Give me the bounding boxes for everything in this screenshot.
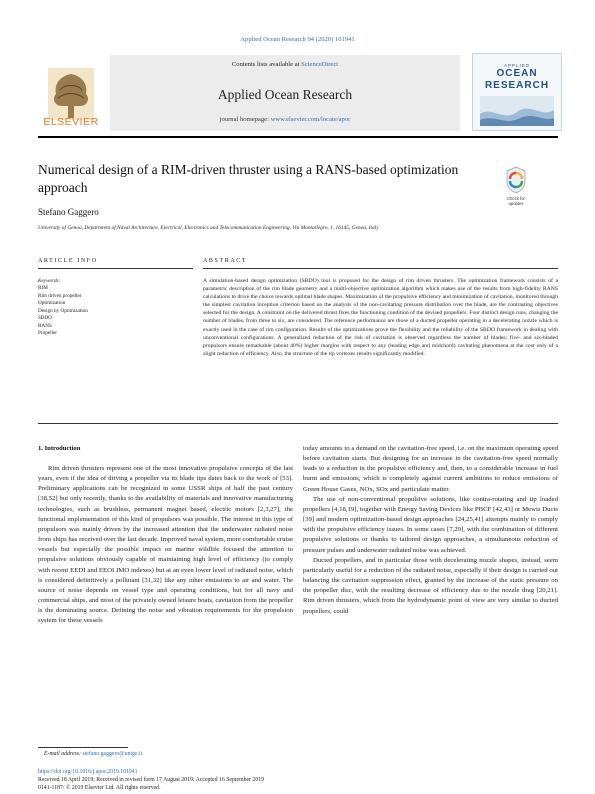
email-label: E-mail address: [44, 751, 83, 757]
section-heading-introduction: 1. Introduction [38, 445, 81, 452]
homepage-line [110, 116, 460, 123]
check-for-updates-icon[interactable] [503, 165, 529, 195]
cover-title-line-1: APPLIED [503, 63, 530, 68]
author-affiliation: University of Genoa, Department of Naval Architecture, Electrical, Electronics and Telecommunication Engineering, Via Montallegro, 1, 16145, Genoa, Italy [38, 225, 379, 231]
abstract-text: A simulation-based design optimization (SBDO) tool is proposed for the design of rim driven thrusters. The optimization framework consists of a parametric description of the rim blade geometry and a multi-objective optimization algorithm which makes use of the results from high-fidelity RANS calculations to drive the choice towards optimal blade shapes. Maximization of the propulsive efficiency and minimization of cavitation, monitored through the simplest cavitation inception criterion based on the analysis of the non-cavitating pressure distribution over the blade, are the contrasting objectives selected for the design. A constraint on the delivered thrust fixes the functioning condition of the devised propellers. Four distinct design runs, changing the number of blades, from three to six, are considered. The reference performance are those of a ducted propeller operating in a decelerating nozzle which is exactly used in the case of rim configuration. Results of the optimizations prove the flexibility and the reliability of the SBDO framework in dealing with unconventional configurations. A generalized reduction of the risk of cavitation is observed regardless the number of blades; five- and six-bladed propulsors ensure remarkable (about 40%) higher margins with respect to any (leading edge and midchord) cavitating phenomena at the cost only of a slight reduction of efficiency. Also, the structure of the tip vortexes results significantly modified. [203, 278, 558, 357]
keyword-item: SBDO [38, 315, 52, 321]
elsevier-wordmark: ELSEVIER [43, 116, 99, 128]
journal-reference[interactable]: Applied Ocean Research 94 (2020) 101941 [240, 36, 355, 43]
homepage-prefix: journal homepage: [219, 116, 271, 123]
keyword-item: Optimization [38, 300, 66, 306]
keyword-item: Design by Optimization [38, 307, 88, 314]
abstract-bottom-rule [38, 423, 558, 424]
contents-line [110, 61, 460, 68]
received-dates: Received 18 April 2019; Received in revised form 17 August 2019; Accepted 16 September 2019 [38, 777, 265, 783]
body-paragraph: Rim driven thrusters represent one of the most innovative propulsive concepts of the last years, even if the idea of driving a propeller via its blade tips dates back to the work of [53]. Preliminary applications can be recognized in some USSR ships of half the past century [38,52] but only recently, thanks to the availability of materials and innovative manufacturing technologies, such as brushless, permanent magnet based, electric motors [2,3,27], the functional implementation of this kind of propulsors was possible. The interest in this type of propulsors was mainly driven by the increased attention that the underwater radiated noise from ships has received over the last decade. Improved naval system, more comfortable cruise vessels but especially the possible impact on marine wildlife focused the attention to propulsive solutions obviously capable of maintaining high level of efficiency (to comply with recent EEDI and EEOI IMO indexes) but at an even lower level of radiated noise, which is considered definitively a pollutant [31,32] like any other emissions to air and water. The source of noise depends on vessel type and operating conditions, but for all navy and commercial ships, and most of the privately owned leisure boats, cavitation from the propeller is the dominating source. Defining the noise and vibration requirements for the propulsion system for these vessels [38, 465, 293, 625]
check-for-updates-label[interactable] [498, 196, 534, 206]
email-footnote [44, 751, 142, 757]
badge-line-1: Check for [507, 196, 525, 201]
body-paragraph: today amounts to a demand on the cavitation-free speed, i.e. on the maximum operating speed before cavitation starts. But designing for an increase in the cavitation-free speed normally leads to a reduction in the propulsive efficiency and, then, to a considerable increase in fuel burnt and emissions, which is completely against current ambitions to reduce emissions of Green House Gases, NOx, SOx and particulate matter. [303, 445, 558, 493]
homepage-link[interactable]: www.elsevier.com/locate/apor [270, 116, 351, 123]
footnote-rule [38, 747, 128, 748]
header-divider [38, 136, 558, 138]
email-link[interactable]: stefano.gaggero@unige.it [82, 751, 143, 757]
sciencedirect-link[interactable]: ScienceDirect [301, 61, 339, 68]
article-title: Numerical design of a RIM-driven thruster using a RANS-based optimization approach [38, 162, 459, 195]
keywords-list [38, 285, 88, 338]
doi-link[interactable]: https://doi.org/10.1016/j.apor.2019.101941 [38, 769, 138, 775]
badge-line-2: updates [508, 201, 524, 206]
cover-title-line-2: OCEAN [496, 68, 538, 79]
cover-wave-graphic-icon [480, 96, 554, 126]
article-info-rule [38, 268, 193, 269]
keyword-item: Rim driven propeller [38, 292, 82, 299]
body-left-column [38, 464, 293, 627]
body-paragraph: The use of non-conventional propulsive solutions, like contra-rotating and tip loaded propellers [4,18,19], together with Energy Saving Devices like PBCF [42,43] or Mewis Ducts [39] and modern optimization-based design approaches [24,25,41] attempts mainly to comply with the propulsive efficiency issues. In some cases [7,29], with the combination of different propulsive solutions or thanks to tailored design approaches, a simultaneous reduction of pressure pulses and underwater radiated noise was achieved. [303, 495, 558, 554]
journal-title: Applied Ocean Research [217, 87, 353, 102]
abstract-heading: ABSTRACT [203, 258, 248, 264]
abstract-rule [203, 268, 558, 269]
article-info-heading: ARTICLE INFO [38, 258, 98, 264]
keyword-item: RIM [38, 285, 48, 291]
body-paragraph: Ducted propellers, and in particular those with decelerating nozzle shapes, instead, seem particularly useful for a reduction of the radiated noise, especially if their design is carried out balancing the cavitation suppression effect, granted by the increase of the static pressure on the propeller disc, with the resulting decrease of efficiency due to the nozzle drag [20,21]. Rim driven thrusters, which from the hydrodynamic point of view are very similar to ducted propellers, could [303, 556, 558, 615]
copyright-notice: 0141-1187/ © 2019 Elsevier Ltd. All rights reserved. [38, 785, 161, 791]
cover-title-line-3: RESEARCH [484, 80, 550, 91]
contents-prefix: Contents lists available at [231, 61, 302, 68]
keywords-title: Keywords: [38, 278, 61, 284]
keyword-item: RANS [38, 322, 52, 329]
keyword-item: Propeller [38, 330, 58, 336]
author-name: Stefano Gaggero [38, 207, 99, 217]
body-right-column [303, 444, 558, 617]
